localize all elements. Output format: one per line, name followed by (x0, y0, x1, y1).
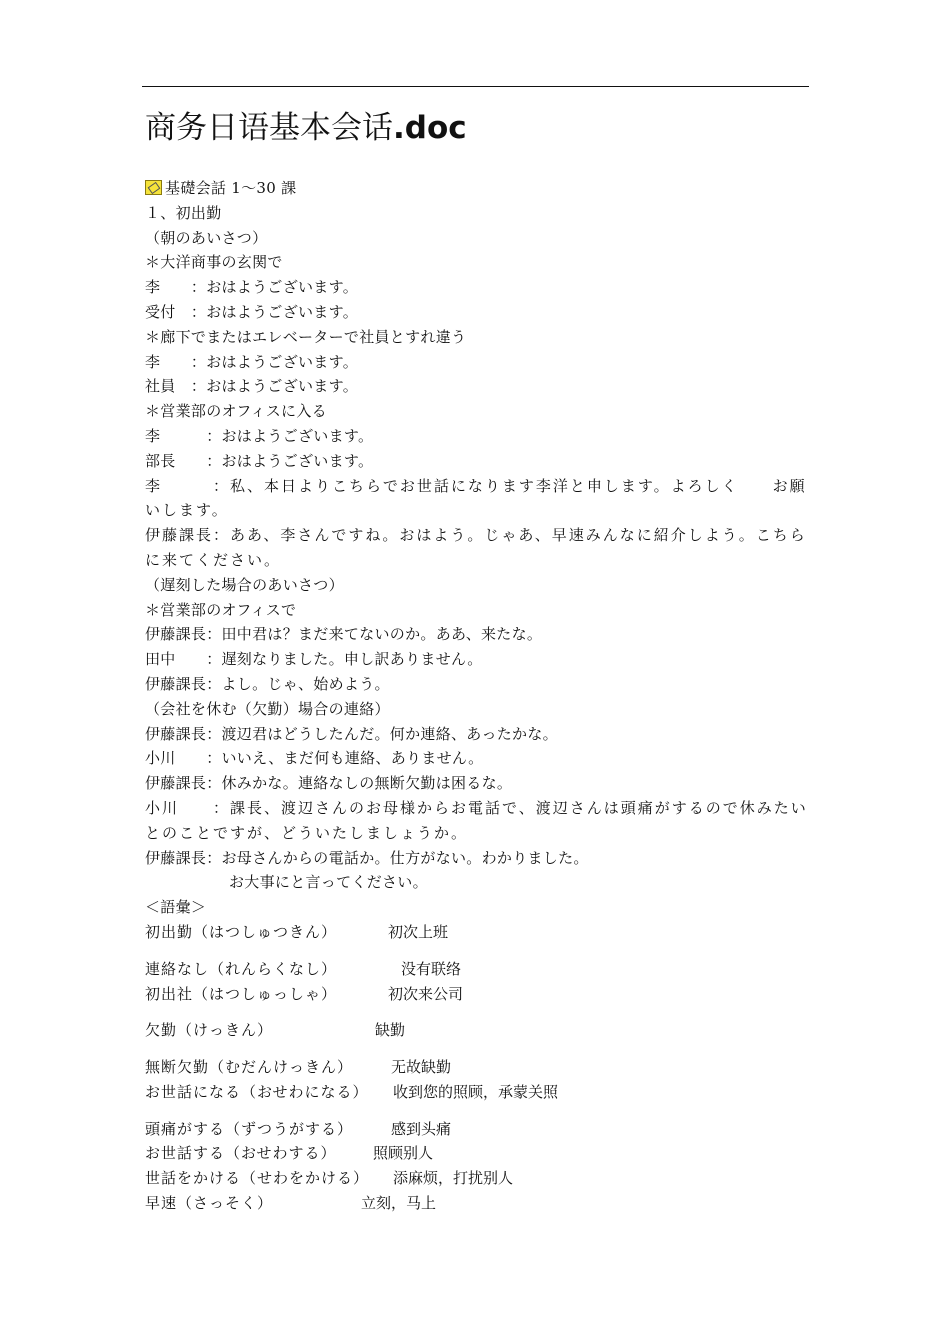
dialogue-line: 伊藤課長：休みかな。連絡なしの無断欠勤は困るな。 (145, 774, 513, 793)
vocab-meaning: 初次上班 (388, 922, 449, 941)
vocab-entry (145, 1117, 810, 1142)
dialogue-line: 田中 ：遅刻なりました。申し訳ありません。 (145, 650, 483, 669)
dialogue-line: 受付 ：おはようございます。 (145, 302, 359, 321)
top-rule (142, 86, 809, 87)
vocab-meaning: 感到头痛 (391, 1119, 452, 1138)
vocab-term: お世話になる（おせわになる） (145, 1082, 369, 1101)
dialogue-line: 李 ：おはようございます。 (145, 426, 374, 445)
vocab-meaning: 缺勤 (375, 1021, 406, 1040)
lesson-heading: １、初出勤 (145, 203, 222, 222)
vocab-term: 初出社（はつしゅっしゃ） (145, 984, 338, 1003)
dialogue-line-continued: お大事にと言ってください。 (229, 873, 428, 892)
dialogue-line: 小川 ：いいえ、まだ何も連絡、ありません。 (145, 749, 484, 768)
scene-note: ＊営業部のオフィスで (145, 600, 297, 619)
dialogue-line: 伊藤課長：よし。じゃ、始めよう。 (145, 674, 390, 693)
vocab-meaning: 照顾别人 (373, 1144, 434, 1163)
dialogue-line: 李 ：おはようございます。 (145, 278, 359, 297)
vocab-meaning: 添麻烦，打扰别人 (393, 1169, 514, 1188)
title-main: 商务日语基本会话 (145, 110, 393, 146)
vocab-term: 欠勤（けっきん） (145, 1021, 274, 1040)
dialogue-line: 小川 ：課長、渡辺さんのお母様からお電話で、渡辺さんは頭痛がするので休みたいとのことですが、どういたしましょうか。 (145, 798, 808, 842)
vocab-meaning: 立刻，马上 (361, 1194, 437, 1213)
vocab-entry (145, 1080, 810, 1105)
document-link-icon[interactable] (145, 180, 162, 195)
dialogue-line: 李 ：私、本日よりこちらでお世話になります李洋と申します。よろしく お願いします。 (145, 476, 807, 520)
dialogue-line: 伊藤課長：田中君は？まだ来てないのか。ああ、来たな。 (145, 625, 543, 644)
vocab-term: 早速（さっそく） (145, 1194, 274, 1213)
vocab-term: お世話する（おせわする） (145, 1144, 337, 1163)
title-extension: .doc (393, 110, 467, 146)
dialogue-line: 李 ：おはようございます。 (145, 352, 359, 371)
dialogue-line: 伊藤課長：渡辺君はどうしたんだ。何か連絡、あったかな。 (145, 724, 558, 743)
scene-note: ＊廊下でまたはエレベーターで社員とすれ違う (145, 327, 467, 346)
scene-heading: （遅刻した場合のあいさつ） (145, 575, 344, 594)
vocab-term: 初出勤（はつしゅつきん） (145, 922, 338, 941)
vocab-entry (145, 1141, 810, 1166)
scene-heading: （朝のあいさつ） (145, 228, 268, 247)
vocab-meaning: 收到您的照顾，承蒙关照 (393, 1082, 559, 1101)
vocab-meaning: 初次来公司 (388, 984, 464, 1003)
vocab-entry (145, 982, 810, 1007)
vocab-entry (145, 1191, 810, 1216)
dialogue-line: 伊藤課長：ああ、李さんですね。おはよう。じゃあ、早速みんなに紹介しよう。こちらに来てください。 (145, 526, 807, 569)
vocab-term: 頭痛がする（ずつうがする） (145, 1119, 354, 1138)
vocab-term: 無断欠勤（むだんけっきん） (145, 1058, 354, 1077)
dialogue-line: 部長 ：おはようございます。 (145, 451, 374, 470)
dialogue-line: 伊藤課長：お母さんからの電話か。仕方がない。わかりました。 (145, 848, 589, 867)
scene-note: ＊大洋商事の玄関で (145, 253, 283, 272)
vocab-entry (145, 1055, 810, 1080)
dialogue-line: 社員 ：おはようございます。 (145, 377, 359, 396)
scene-heading: （会社を休む（欠勤）場合の連絡） (145, 699, 390, 718)
scene-note: ＊営業部のオフィスに入る (145, 402, 327, 421)
document-title (145, 108, 467, 148)
vocab-entry (145, 1018, 810, 1043)
vocab-entry (145, 1166, 810, 1191)
vocab-meaning: 无故缺勤 (391, 1058, 452, 1077)
section-header (145, 176, 810, 201)
vocab-meaning: 没有联络 (401, 959, 462, 978)
vocab-term: 連絡なし（れんらくなし） (145, 959, 338, 978)
vocab-heading: ＜語彙＞ (145, 898, 207, 917)
vocab-entry (145, 957, 810, 982)
vocab-entry (145, 920, 810, 945)
document-body (145, 176, 810, 1216)
section-header-text: 基礎会話 1～30 課 (165, 179, 297, 197)
vocab-term: 世話をかける（せわをかける） (145, 1169, 370, 1188)
